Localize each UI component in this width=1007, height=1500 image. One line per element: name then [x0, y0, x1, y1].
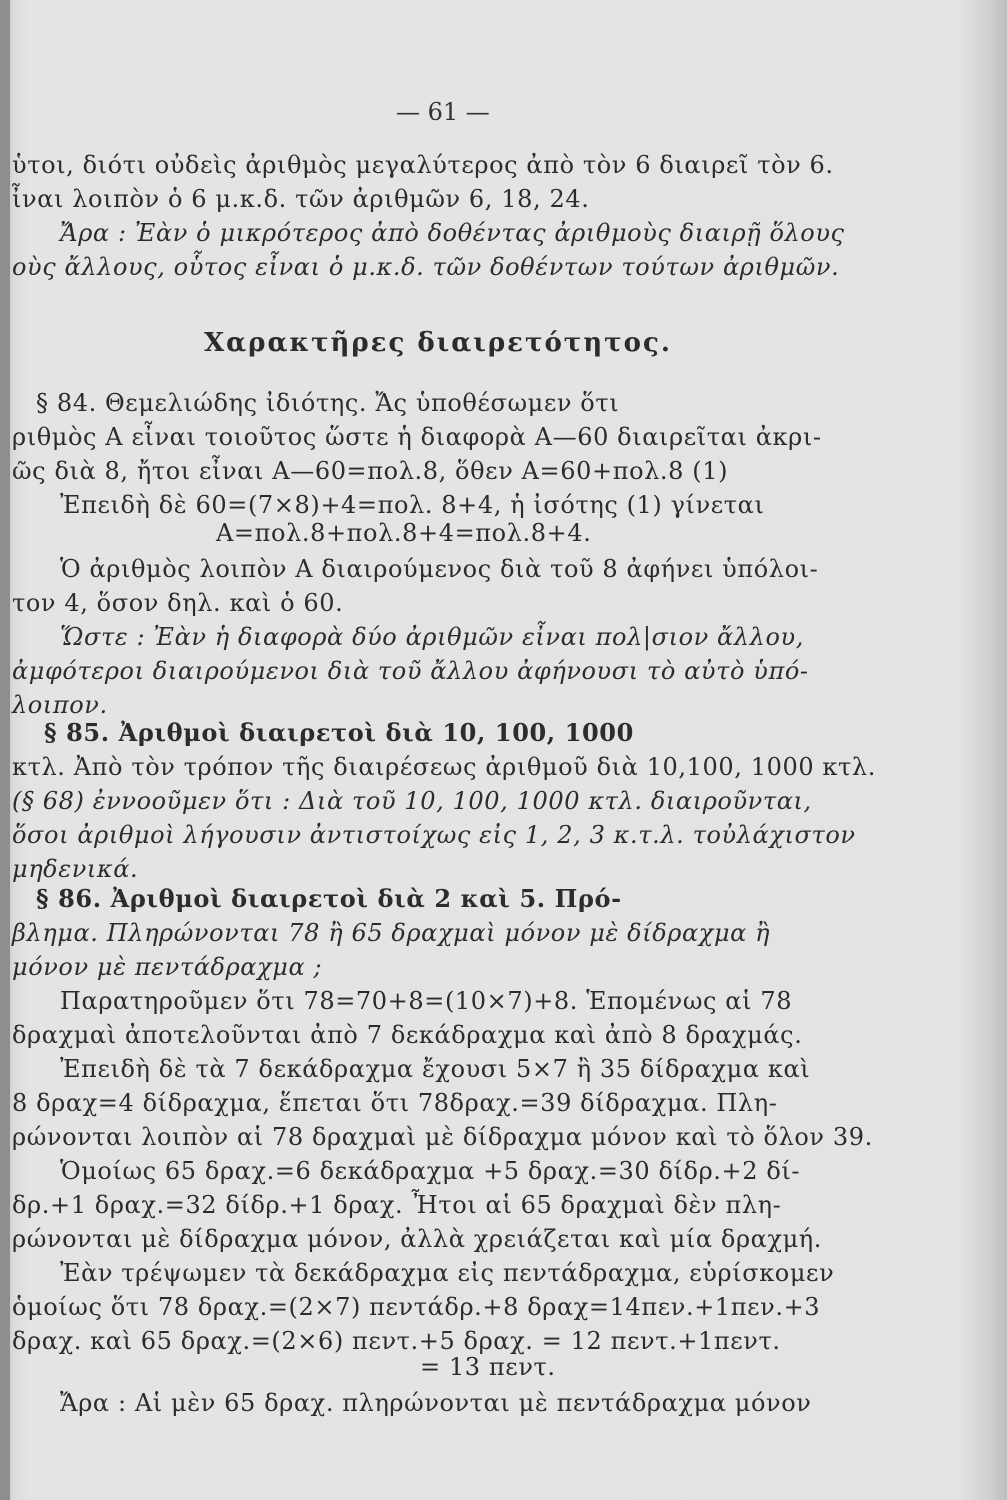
section-heading: Χαρακτῆρες διαιρετότητος.	[204, 328, 672, 358]
text-line: ἶναι λοιπὸν ὁ 6 μ.κ.δ. τῶν ἀριθμῶν 6, 18, 24.	[12, 185, 590, 213]
text-line: (§ 68) ἐννοοῦμεν ὅτι : Διὰ τοῦ 10, 100, 1000 κτλ. διαιροῦνται,	[12, 787, 812, 815]
text-line: § 86. Ἀριθμοὶ διαιρετοὶ διὰ 2 καὶ 5. Πρό-	[36, 884, 622, 913]
text-line: λοιπον.	[12, 691, 108, 719]
text-line: ὅσοι ἀριθμοὶ λήγουσιν ἀντιστοίχως εἰς 1, 2, 3 κ.τ.λ. τοὐλάχιστον	[12, 821, 856, 849]
text-line: Ὁ ἀριθμὸς λοιπὸν Α διαιρούμενος διὰ τοῦ 8 ἀφήνει ὑπόλοι-	[60, 555, 819, 583]
text-line: § 84. Θεμελιώδης ἰδιότης. Ἄς ὑποθέσωμεν ὅτι	[36, 389, 620, 417]
text-line: Ἐὰν τρέψωμεν τὰ δεκάδραχμα εἰς πεντάδραχμα, εὑρίσκομεν	[60, 1259, 835, 1287]
text-line: ρώνονται λοιπὸν αἱ 78 δραχμαὶ μὲ δίδραχμα μόνον καὶ τὸ ὅλον 39.	[12, 1123, 873, 1151]
text-line: δρ.+1 δραχ.=32 δίδρ.+1 δραχ. Ἦτοι αἱ 65 δραχμαὶ δὲν πλη-	[12, 1191, 782, 1219]
text-line: τον 4, ὅσον δηλ. καὶ ὁ 60.	[12, 589, 344, 617]
text-line: = 13 πεντ.	[420, 1353, 556, 1381]
text-line: ὑτοι, διότι οὐδεὶς ἀριθμὸς μεγαλύτερος ἀπὸ τὸν 6 διαιρεῖ τὸν 6.	[12, 151, 834, 179]
text-line: 8 δραχ=4 δίδραχμα, ἕπεται ὅτι 78δραχ.=39 δίδραχμα. Πλη-	[12, 1089, 778, 1117]
text-line: ρώνονται μὲ δίδραχμα μόνον, ἀλλὰ χρειάζεται καὶ μία δραχμή.	[12, 1225, 823, 1253]
text-line: δραχ. καὶ 65 δραχ.=(2×6) πεντ.+5 δραχ. = 12 πεντ.+1πεντ.	[12, 1327, 781, 1355]
text-line: ὁμοίως ὅτι 78 δραχ.=(2×7) πεντάδρ.+8 δραχ=14πεν.+1πεν.+3	[12, 1293, 821, 1321]
text-line: Α=πολ.8+πολ.8+4=πολ.8+4.	[216, 519, 592, 547]
text-line: κτλ. Ἀπὸ τὸν τρόπον τῆς διαιρέσεως ἀριθμοῦ διὰ 10,100, 1000 κτλ.	[12, 753, 876, 781]
text-line: μηδενικά.	[12, 855, 139, 883]
page-number: — 61 —	[396, 98, 490, 126]
text-line: Ἄρα : Αἱ μὲν 65 δραχ. πληρώνονται μὲ πεντάδραχμα μόνον	[60, 1389, 812, 1417]
text-line: Ἄρα : Ἐὰν ὁ μικρότερος ἀπὸ δοθέντας ἀριθμοὺς διαιρῇ ὅλους	[60, 219, 845, 247]
text-line: Ὁμοίως 65 δραχ.=6 δεκάδραχμα +5 δραχ.=30 δίδρ.+2 δί-	[60, 1157, 801, 1185]
page-binding-edge	[0, 0, 10, 1500]
text-line: οὺς ἄλλους, οὗτος εἶναι ὁ μ.κ.δ. τῶν δοθέντων τούτων ἀριθμῶν.	[12, 253, 840, 281]
text-line: ριθμὸς Α εἶναι τοιοῦτος ὥστε ἡ διαφορὰ Α—60 διαιρεῖται ἀκρι-	[12, 423, 822, 451]
text-line: Παρατηροῦμεν ὅτι 78=70+8=(10×7)+8. Ἑπομένως αἱ 78	[60, 987, 793, 1015]
text-line: Ἐπειδὴ δὲ 60=(7×8)+4=πολ. 8+4, ἡ ἰσότης (1) γίνεται	[60, 491, 765, 519]
text-line: Ἐπειδὴ δὲ τὰ 7 δεκάδραχμα ἔχουσι 5×7 ἢ 35 δίδραχμα καὶ	[60, 1055, 811, 1083]
text-line: § 85. Ἀριθμοὶ διαιρετοὶ διὰ 10, 100, 1000	[44, 718, 634, 747]
text-line: Ὥστε : Ἐὰν ἡ διαφορὰ δύο ἀριθμῶν εἶναι πολ|σιον ἄλλου,	[60, 623, 804, 651]
text-line: ῶς διὰ 8, ἤτοι εἶναι Α—60=πολ.8, ὅθεν Α=60+πολ.8 (1)	[12, 457, 729, 485]
text-line: δραχμαὶ ἀποτελοῦνται ἀπὸ 7 δεκάδραχμα καὶ ἀπὸ 8 δραχμάς.	[12, 1021, 803, 1049]
text-line: βλημα. Πληρώνονται 78 ἢ 65 δραχμαὶ μόνον μὲ δίδραχμα ἢ	[12, 919, 771, 947]
text-line: μόνον μὲ πεντάδραχμα ;	[12, 953, 323, 981]
text-line: ἀμφότεροι διαιρούμενοι διὰ τοῦ ἄλλου ἀφήνουσι τὸ αὐτὸ ὑπό-	[12, 657, 809, 685]
